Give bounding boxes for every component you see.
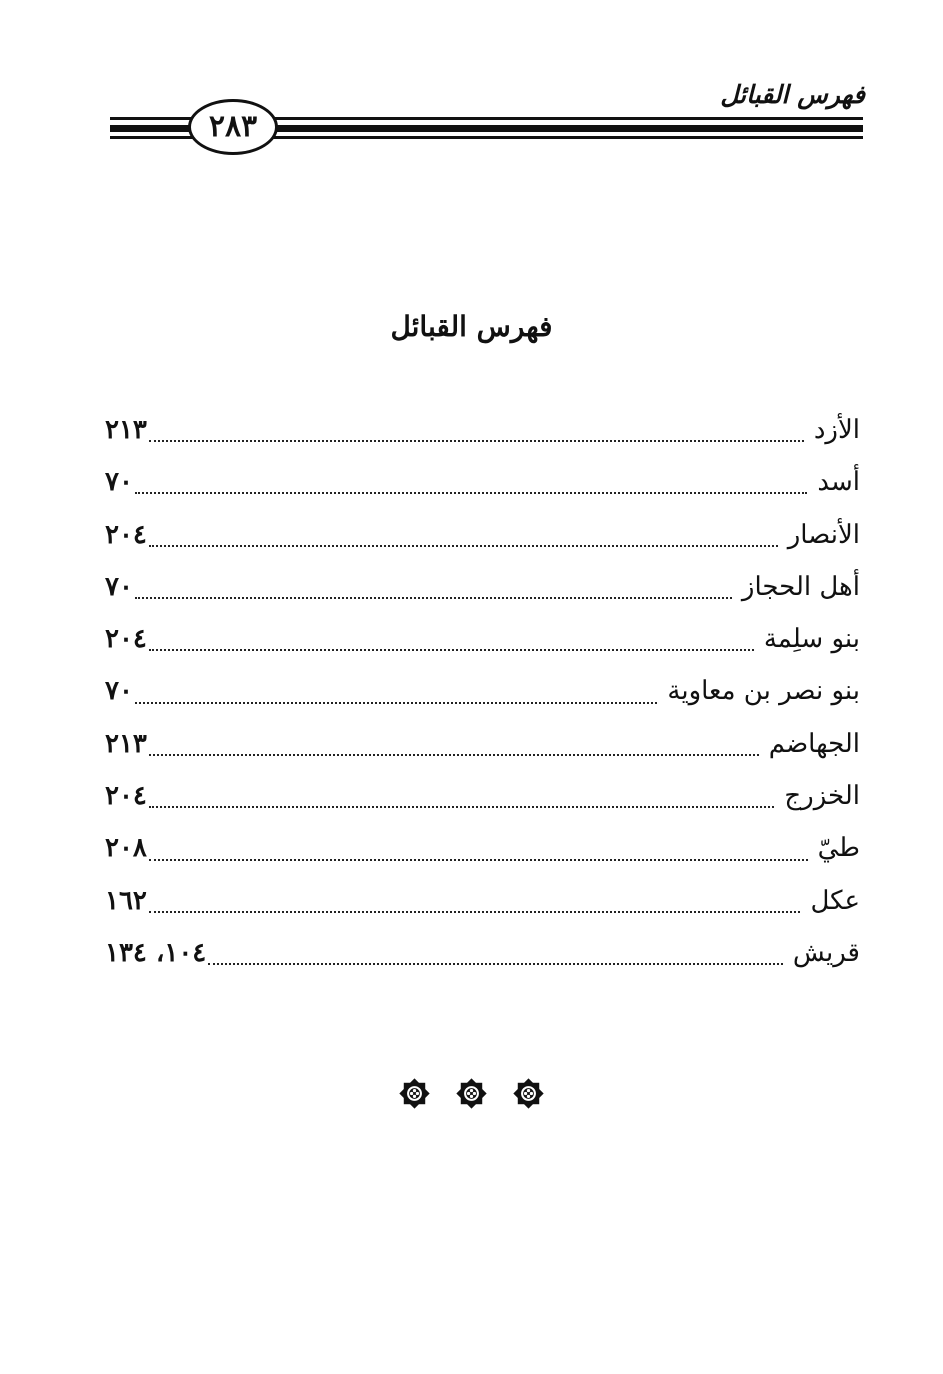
dot-leader xyxy=(149,649,754,651)
index-entry xyxy=(105,617,860,669)
entry-pages: ١٦٢ xyxy=(105,885,147,916)
entry-pages: ٢٠٤ xyxy=(105,781,147,812)
eight-point-star-flower-icon xyxy=(398,1077,431,1110)
entry-pages: ٢١٣ xyxy=(105,728,147,759)
dot-leader xyxy=(149,859,808,861)
entry-pages: ٢٠٨ xyxy=(105,833,147,864)
tribes-index-list xyxy=(105,408,860,983)
entry-name: الخزرج xyxy=(784,781,860,812)
entry-pages: ٧٠ xyxy=(105,676,133,707)
eight-point-star-flower-icon xyxy=(512,1077,545,1110)
dot-leader xyxy=(149,440,804,442)
running-header-title: فهرس القبائل xyxy=(720,80,865,109)
entry-pages: ١٠٤، ١٣٤ xyxy=(105,937,207,968)
entry-name: الأزد xyxy=(813,415,860,445)
dot-leader xyxy=(208,963,783,965)
dot-leader xyxy=(149,911,801,913)
index-entry xyxy=(105,722,860,774)
index-entry xyxy=(105,774,860,826)
entry-name: الأنصار xyxy=(787,519,860,550)
page-number: ٢٨٣ xyxy=(208,109,258,144)
page-title: فهرس القبائل xyxy=(390,310,553,343)
entry-pages: ٧٠ xyxy=(105,467,133,498)
index-entry xyxy=(105,460,860,512)
dot-leader xyxy=(135,702,657,704)
entry-pages: ٢٠٤ xyxy=(105,519,147,550)
index-entry xyxy=(105,513,860,565)
entry-pages: ٧٠ xyxy=(105,571,133,602)
index-entry xyxy=(105,826,860,878)
entry-pages: ٢١٣ xyxy=(105,415,147,445)
entry-pages: ٢٠٤ xyxy=(105,624,147,655)
entry-name: أسد xyxy=(817,467,860,498)
entry-name: أهل الحجاز xyxy=(741,571,860,602)
index-entry xyxy=(105,879,860,931)
index-entry xyxy=(105,408,860,460)
dot-leader xyxy=(149,545,778,547)
index-entry xyxy=(105,565,860,617)
entry-name: عكل xyxy=(810,885,860,916)
dot-leader xyxy=(149,806,774,808)
entry-name: قريش xyxy=(792,937,860,968)
index-entry xyxy=(105,669,860,721)
eight-point-star-flower-icon xyxy=(455,1077,488,1110)
entry-name: الجهاضم xyxy=(768,728,860,759)
dot-leader xyxy=(135,597,732,599)
entry-name: طيّ xyxy=(817,833,860,864)
index-entry xyxy=(105,931,860,983)
entry-name: بنو سلِمة xyxy=(763,624,860,655)
entry-name: بنو نصر بن معاوية xyxy=(667,676,860,707)
dot-leader xyxy=(149,754,759,756)
section-end-ornaments xyxy=(0,1077,943,1110)
dot-leader xyxy=(135,492,807,494)
page-number-badge xyxy=(188,99,278,155)
